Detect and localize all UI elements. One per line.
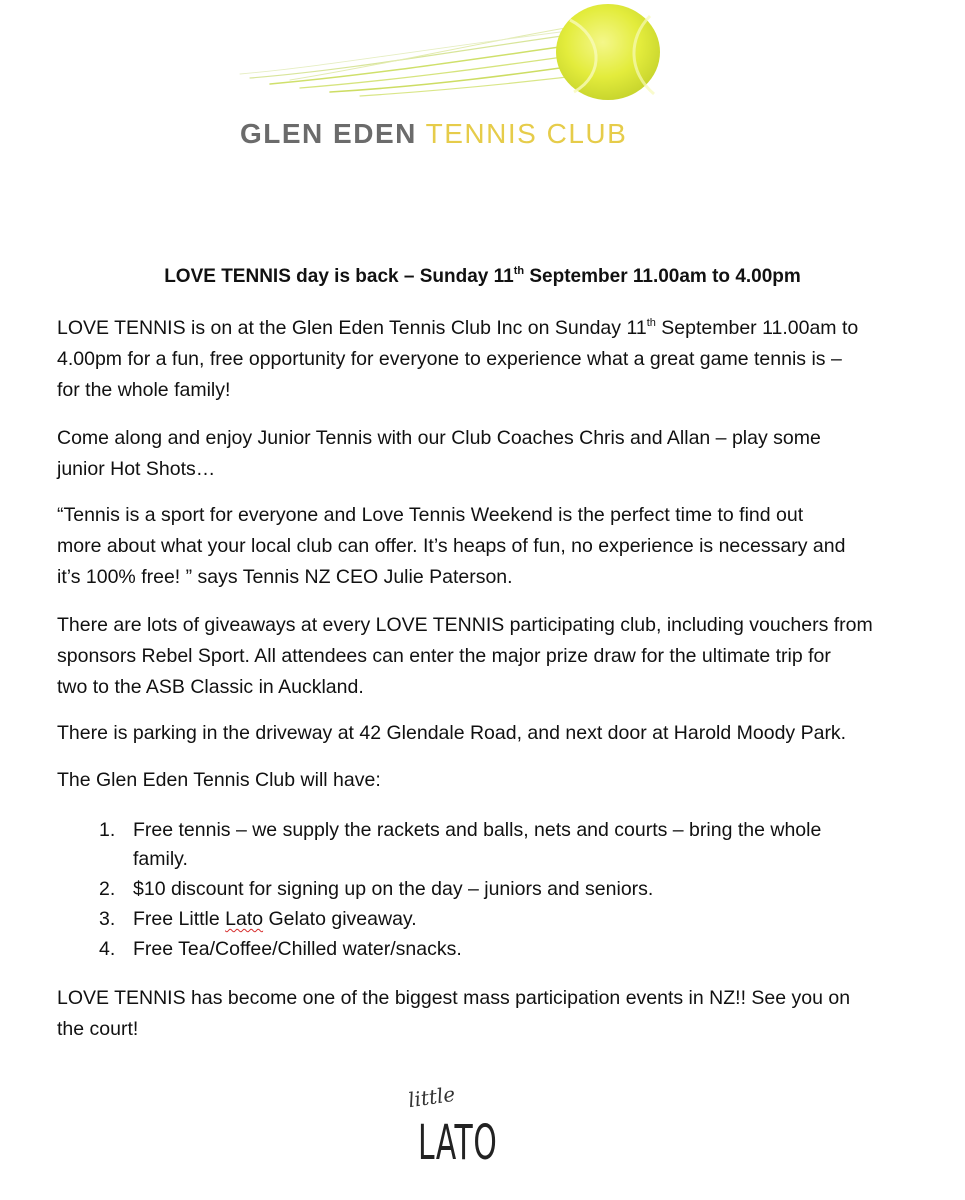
paragraph-giveaways <box>57 610 937 703</box>
lato-logo-word: LATO <box>418 1115 498 1171</box>
list-number <box>57 816 133 874</box>
list-item <box>57 905 937 934</box>
list-number-text: 4. <box>99 938 116 960</box>
paragraph-line: There is parking in the driveway at 42 Glendale Road, and next door at Harold Moody Park. <box>57 722 847 744</box>
list-text: Free Tea/Coffee/Chilled water/snacks. <box>133 938 462 960</box>
offerings-list <box>57 816 937 965</box>
text-run: LOVE TENNIS is on at the Glen Eden Tennis Club Inc on Sunday 11 <box>57 317 647 339</box>
club-logo <box>230 0 710 160</box>
paragraph-line: it’s 100% free! ” says Tennis NZ CEO Julie Paterson. <box>57 566 513 588</box>
club-name-light: TENNIS CLUB <box>425 118 628 149</box>
list-text <box>133 905 883 934</box>
paragraph-line: more about what your local club can offer. It’s heaps of fun, no experience is necessary and <box>57 535 846 557</box>
list-number-text: 2. <box>99 878 116 900</box>
heading-text-post: September 11.00am to 4.00pm <box>524 266 801 287</box>
paragraph-line: for the whole family! <box>57 379 231 401</box>
list-number <box>57 935 133 964</box>
paragraph-line: 4.00pm for a fun, free opportunity for everyone to experience what a great game tennis is – <box>57 348 842 370</box>
paragraph-line: junior Hot Shots… <box>57 458 216 480</box>
paragraph-intro <box>57 313 937 406</box>
paragraph-line: LOVE TENNIS has become one of the biggest mass participation events in NZ!! See you on <box>57 987 851 1009</box>
text-run: Free Little <box>133 908 226 930</box>
paragraph-line: two to the ASB Classic in Auckland. <box>57 676 364 698</box>
list-number <box>57 905 133 934</box>
list-line: family. <box>133 848 188 870</box>
lato-logo-small-text: little <box>406 1081 457 1113</box>
event-heading <box>0 266 965 288</box>
paragraph-line: “Tennis is a sport for everyone and Love Tennis Weekend is the perfect time to find out <box>57 504 804 526</box>
paragraph-line: the court! <box>57 1018 139 1040</box>
club-name <box>240 118 710 150</box>
paragraph-quote <box>57 500 937 593</box>
list-text: $10 discount for signing up on the day – juniors and seniors. <box>133 878 654 900</box>
list-number-text: 3. <box>99 908 116 930</box>
paragraph-line: Come along and enjoy Junior Tennis with our Club Coaches Chris and Allan – play some <box>57 427 821 449</box>
little-lato-logo <box>400 1081 530 1195</box>
heading-sup: th <box>513 265 525 277</box>
paragraph-line: There are lots of giveaways at every LOVE TENNIS participating club, including vouchers from <box>57 614 873 636</box>
spellcheck-flagged-word: Lato <box>225 908 264 930</box>
paragraph-junior <box>57 423 937 485</box>
list-text <box>133 816 883 874</box>
paragraph-list-intro <box>57 765 937 796</box>
paragraph-line: The Glen Eden Tennis Club will have: <box>57 769 381 791</box>
paragraph-closing <box>57 983 937 1045</box>
ball-streak-lines <box>240 22 608 96</box>
paragraph-parking <box>57 718 937 749</box>
list-item <box>57 816 937 874</box>
list-number <box>57 875 133 904</box>
list-item <box>57 875 937 904</box>
list-line: Free tennis – we supply the rackets and balls, nets and courts – bring the whole <box>133 819 822 841</box>
club-name-dark: GLEN EDEN <box>240 118 417 149</box>
paragraph-line <box>57 313 937 344</box>
tennis-ball-logo-graphic <box>230 0 710 120</box>
list-number-text: 1. <box>99 819 116 841</box>
heading-text-pre: LOVE TENNIS day is back – Sunday 11 <box>164 266 514 287</box>
text-run: September 11.00am to <box>655 317 859 339</box>
text-run: Gelato giveaway. <box>263 908 417 930</box>
paragraph-line: sponsors Rebel Sport. All attendees can enter the major prize draw for the ultimate trip for <box>57 645 831 667</box>
list-item <box>57 935 937 964</box>
text-sup: th <box>646 317 656 329</box>
